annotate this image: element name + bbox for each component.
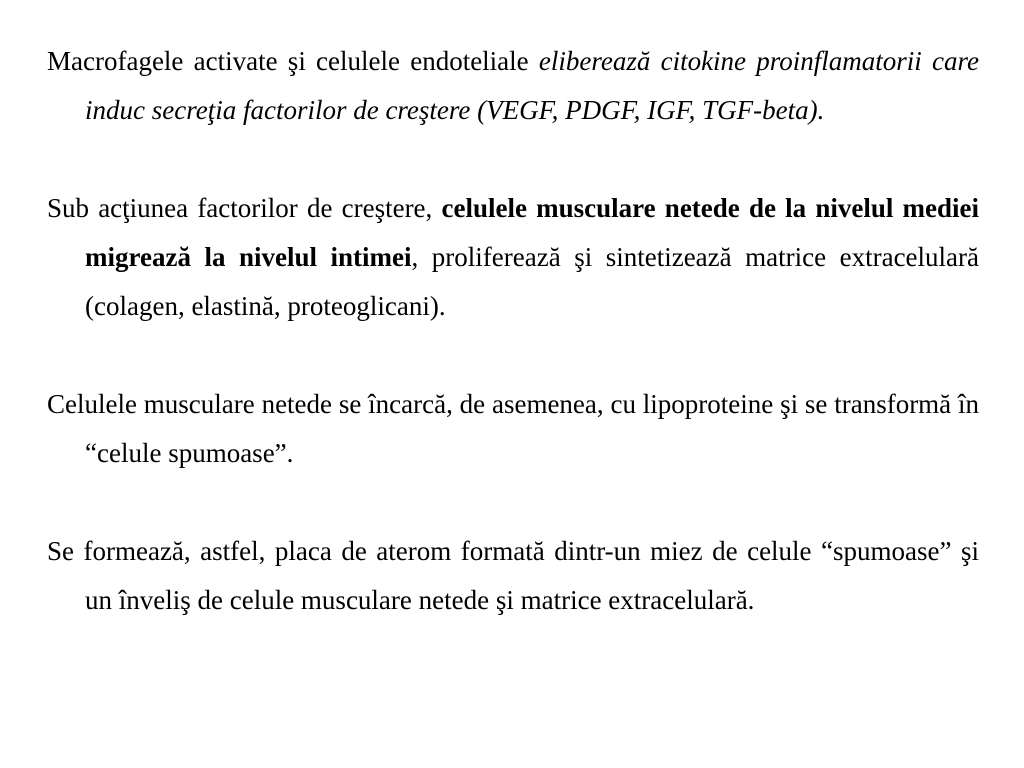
text-segment: Macrofagele activate şi celulele endoteliale [47,46,539,76]
text-segment: , proliferează şi sintetizează matrice extracelulară (colagen, elastină, proteoglicani). [85,242,979,321]
paragraph-macrofage [47,37,979,135]
text-segment: Sub acţiunea factorilor de creştere, [47,193,442,223]
text-segment: Se formează, astfel, placa de aterom formată dintr-un miez de celule “spumoase” şi un înveliş de celule musculare netede şi matrice extracelulară. [47,536,979,615]
text-segment-italic: eliberează citokine proinflamatorii care induc secreţia factorilor de creştere (VEGF, PDGF, IGF, TGF-beta). [85,46,979,125]
paragraph-placa-aterom [47,527,979,625]
paragraph-factori-crestere [47,184,979,331]
text-segment: Celulele musculare netede se încarcă, de asemenea, cu lipoproteine şi se transformă în “celule spumoase”. [47,389,979,468]
slide-content [47,37,979,625]
text-segment-bold: celulele musculare netede de la nivelul mediei migrează la nivelul intimei [85,193,980,272]
paragraph-celule-spumoase [47,380,979,478]
